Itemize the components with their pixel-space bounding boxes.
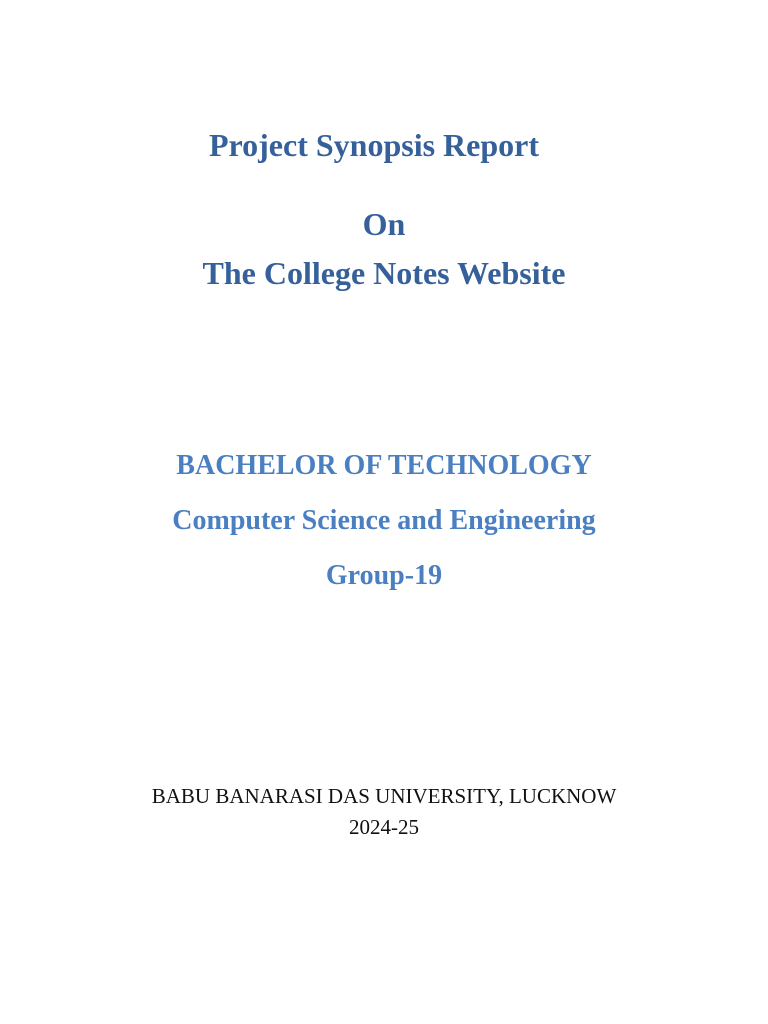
branch-title: Computer Science and Engineering [172, 505, 596, 536]
academic-session: 2024-25 [349, 815, 419, 839]
project-name: The College Notes Website [202, 255, 566, 291]
report-title: Project Synopsis Report [208, 127, 540, 163]
group-label: Group-19 [325, 560, 443, 591]
university-name: BABU BANARASI DAS UNIVERSITY, LUCKNOW [151, 784, 617, 808]
degree-title: BACHELOR OF TECHNOLOGY [176, 450, 592, 481]
on-label: On [362, 206, 406, 242]
